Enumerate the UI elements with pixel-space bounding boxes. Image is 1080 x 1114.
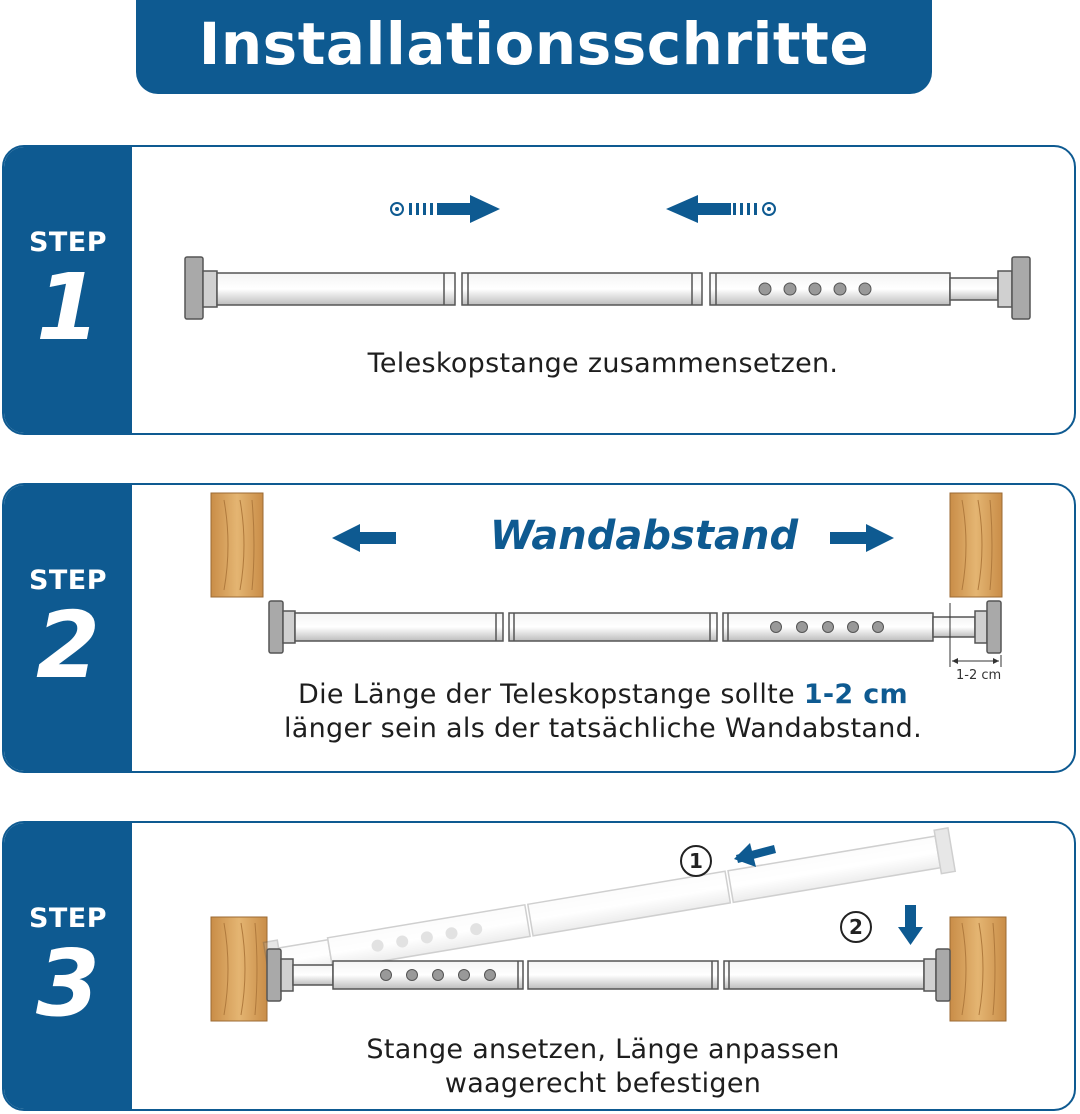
arrow-left-icon xyxy=(332,524,396,552)
wall-block-left-icon xyxy=(211,917,267,1021)
marker-1: 1 xyxy=(680,845,712,877)
step-2-caption-line1: Die Länge der Teleskopstange sollte xyxy=(298,679,804,710)
marker-2: 2 xyxy=(840,911,872,943)
step-3-caption xyxy=(132,1033,1074,1101)
arrow-down-icon xyxy=(898,905,923,945)
step-2-caption-line2: länger sein als der tatsächliche Wandabstand. xyxy=(283,713,923,744)
dimension-label: 1-2 cm xyxy=(956,668,1002,683)
telescopic-rod xyxy=(185,257,1030,319)
step-3-caption-line1: Stange ansetzen, Länge anpassen xyxy=(366,1034,840,1065)
page-title: Installationsschritte xyxy=(198,10,870,78)
step-2-label: STEP xyxy=(28,564,108,596)
step-1-card xyxy=(2,145,1076,435)
step-3-card xyxy=(2,821,1076,1111)
title-banner xyxy=(136,0,932,94)
telescopic-rod xyxy=(269,601,1001,653)
step-1-number: 1 xyxy=(35,253,100,361)
step-2-caption xyxy=(132,678,1074,746)
step-1-label: STEP xyxy=(28,226,108,258)
step-2-number: 2 xyxy=(35,591,100,699)
wall-block-right-icon xyxy=(950,917,1006,1021)
step-1-caption: Teleskopstange zusammensetzen. xyxy=(367,348,839,379)
step-1-illustration xyxy=(4,147,1076,435)
step-3-number: 3 xyxy=(35,929,100,1037)
wall-block-right-icon xyxy=(950,493,1002,597)
step-3-caption-line2: waagerecht befestigen xyxy=(444,1068,762,1099)
wall-block-left-icon xyxy=(211,493,263,597)
step-2-heading: Wandabstand xyxy=(489,513,799,559)
push-left-arrow-icon xyxy=(666,195,775,223)
step-2-card xyxy=(2,483,1076,773)
step-3-label: STEP xyxy=(28,902,108,934)
push-right-arrow-icon xyxy=(391,195,500,223)
step-2-caption-highlight: 1-2 cm xyxy=(803,679,908,710)
